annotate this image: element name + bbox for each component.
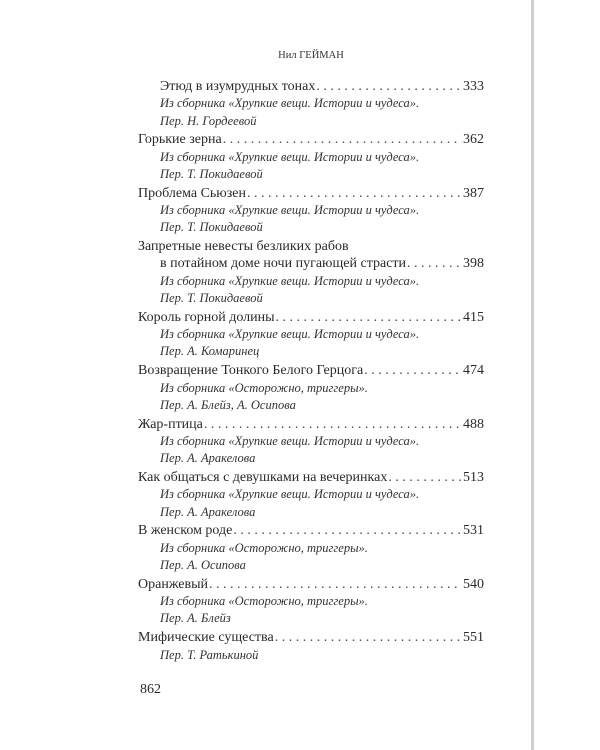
entry-translator: Пер. Т. Покидаевой <box>160 220 263 235</box>
entry-source: Из сборника «Осторожно, триггеры». <box>160 594 368 609</box>
entry-title: Возвращение Тонкого Белого Герцога <box>138 363 364 379</box>
toc-entry[interactable] <box>138 78 484 130</box>
entry-translator: Пер. Т. Ратькиной <box>160 647 259 662</box>
toc-entry[interactable] <box>138 416 484 468</box>
page-number: 862 <box>140 682 161 697</box>
entry-title-line <box>138 416 484 433</box>
entry-title-line <box>138 469 484 486</box>
dot-leader <box>275 629 462 646</box>
entry-title-line <box>138 309 484 326</box>
entry-page: 387 <box>463 185 484 201</box>
entry-page: 333 <box>463 79 484 94</box>
dot-leader <box>276 309 462 326</box>
entry-title-line <box>138 131 484 148</box>
entry-title-line <box>138 629 484 646</box>
page-edge-divider <box>531 0 534 750</box>
dot-leader <box>364 362 462 379</box>
entry-title-line <box>138 362 484 379</box>
entry-title: Как общаться с девушками на вечеринках <box>138 470 388 486</box>
table-of-contents <box>138 78 484 665</box>
toc-entry[interactable] <box>138 629 484 664</box>
entry-title-line <box>138 522 484 539</box>
entry-source: Из сборника «Осторожно, триггеры». <box>160 380 368 395</box>
toc-entry[interactable] <box>138 309 484 361</box>
entry-title: в потайном доме ночи пугающей страсти <box>160 256 407 272</box>
entry-translator: Пер. Н. Гордеевой <box>160 113 257 128</box>
dot-leader <box>247 185 462 202</box>
entry-page: 513 <box>463 470 484 486</box>
entry-translator: Пер. А. Осипова <box>160 558 246 573</box>
entry-page: 362 <box>463 132 484 148</box>
entry-translator: Пер. А. Аракелова <box>160 451 256 466</box>
entry-source: Из сборника «Хрупкие вещи. Истории и чудеса». <box>160 433 420 448</box>
entry-source: Из сборника «Хрупкие вещи. Истории и чудеса». <box>160 203 420 218</box>
entry-title: В женском роде <box>138 523 233 539</box>
entry-page: 551 <box>463 630 484 646</box>
toc-entry[interactable] <box>138 238 484 307</box>
dot-leader <box>388 469 462 486</box>
entry-translator: Пер. Т. Покидаевой <box>160 291 263 306</box>
entry-translator: Пер. А. Блейз, А. Осипова <box>160 397 296 412</box>
entry-translator: Пер. А. Аракелова <box>160 504 256 519</box>
entry-translator: Пер. А. Блейз <box>160 611 231 626</box>
dot-leader <box>204 416 462 433</box>
entry-title-line <box>138 185 484 202</box>
entry-title: Горькие зерна <box>138 132 222 148</box>
entry-page: 398 <box>463 256 484 272</box>
dot-leader <box>209 576 462 593</box>
entry-title: Мифические существа <box>138 630 274 646</box>
entry-page: 531 <box>463 523 484 539</box>
entry-title-line <box>138 78 484 95</box>
entry-translator: Пер. Т. Покидаевой <box>160 166 263 181</box>
entry-page: 474 <box>463 363 484 379</box>
dot-leader <box>316 78 462 95</box>
dot-leader <box>407 255 462 272</box>
entry-source: Из сборника «Хрупкие вещи. Истории и чудеса». <box>160 487 420 502</box>
entry-title: Проблема Сьюзен <box>138 185 246 201</box>
toc-entry[interactable] <box>138 185 484 237</box>
entry-translator: Пер. А. Комаринец <box>160 344 260 359</box>
entry-title: Этюд в изумрудных тонах <box>160 79 316 94</box>
toc-entry[interactable] <box>138 131 484 183</box>
entry-source: Из сборника «Осторожно, триггеры». <box>160 540 368 555</box>
dot-leader <box>223 131 462 148</box>
running-head: Нил ГЕЙМАН <box>278 50 344 61</box>
toc-entry[interactable] <box>138 469 484 521</box>
dot-leader <box>233 522 462 539</box>
entry-title: Король горной долины <box>138 309 275 325</box>
entry-title-line <box>138 576 484 593</box>
entry-source: Из сборника «Хрупкие вещи. Истории и чудеса». <box>160 273 420 288</box>
entry-page: 540 <box>463 576 484 592</box>
toc-entry[interactable] <box>138 522 484 574</box>
entry-source: Из сборника «Хрупкие вещи. Истории и чудеса». <box>160 149 420 164</box>
entry-page: 415 <box>463 309 484 325</box>
entry-title: Запретные невесты безликих рабов <box>138 239 349 255</box>
toc-entry[interactable] <box>138 576 484 628</box>
entry-title: Жар-птица <box>138 416 203 432</box>
entry-title: Оранжевый <box>138 576 209 592</box>
toc-entry[interactable] <box>138 362 484 414</box>
entry-source: Из сборника «Хрупкие вещи. Истории и чудеса». <box>160 327 420 342</box>
entry-source: Из сборника «Хрупкие вещи. Истории и чудеса». <box>160 96 420 111</box>
entry-title-line <box>138 255 484 272</box>
entry-page: 488 <box>463 416 484 432</box>
